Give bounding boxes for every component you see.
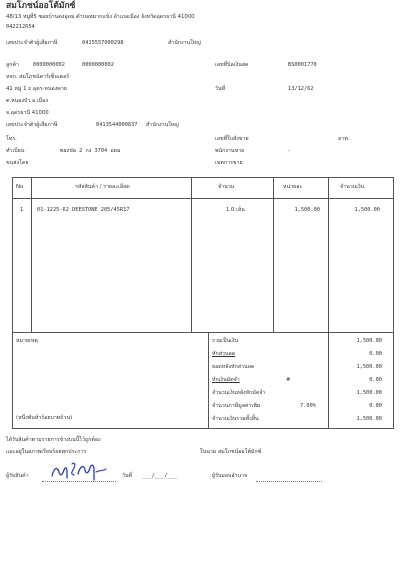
summary-total-label: จำนวนเงินรวมทั้งสิ้น [212, 416, 259, 422]
doc-date-label: วันที่ [215, 86, 226, 92]
customer-branch: สำนักงานใหญ่ [146, 122, 179, 128]
summary-discount-value: 0.00 [369, 351, 382, 357]
col-header-amount: จำนวนเงิน [340, 184, 365, 190]
doc-po-value: ลาท. [338, 136, 350, 142]
handwritten-signature [48, 458, 114, 484]
customer-phone-label: โทร. [6, 136, 17, 142]
col-header-description: รหัสสินค้า / รายละเอียด [75, 184, 130, 190]
doc-date: 13/12/62 [288, 86, 314, 92]
row-description: 01-1225-62 DEESTONE 205/45R17 [37, 207, 130, 213]
customer-address-2: ต.หนองบัว อ.เมือง [6, 98, 48, 104]
col-header-unit-price: หน่วยละ [283, 184, 303, 190]
col-header-qty: จำนวน [218, 184, 235, 190]
receive-date-blank: ___/___/___ [142, 473, 178, 479]
receiver-label: ผู้รับสินค้า [6, 473, 29, 479]
customer-address-1: 41 หมู่ 1 ถ.อุดร-หนองคาย [6, 86, 67, 92]
col-header-no: No. [16, 184, 25, 190]
signer-label: ผู้รับมอบอำนาจ [212, 473, 248, 479]
customer-tax-id: 0413544000837 [96, 122, 138, 128]
remark-label: หมายเหตุ [16, 338, 38, 344]
amount-in-words: (หนึ่งพันห้าร้อยบาทถ้วน) [16, 415, 73, 421]
company-tax-id: 0415557000298 [82, 40, 124, 46]
customer-tax-label: เลขประจำตัวผู้เสียภาษี [6, 122, 58, 128]
company-branch: สำนักงานใหญ่ [168, 40, 201, 46]
summary-subtotal-label: รวมเป็นเงิน [212, 338, 239, 344]
summary-after-discount-value: 1,500.00 [356, 364, 382, 370]
summary-after-discount-label: ยอดหลังหักส่วนลด [212, 364, 255, 370]
customer-code-2: 0000000002 [82, 62, 114, 68]
customer-name: หจก. สมโภชน์คาร์เซ็นเตอร์ [6, 74, 70, 80]
doc-number: BS0001770 [288, 62, 317, 68]
customer-car: mazda 2 กง 3704 อดม [60, 148, 121, 154]
company-tax-label: เลขประจำตัวผู้เสียภาษี [6, 40, 58, 46]
summary-after-deposit-label: จำนวนเงินหลังหักมัดจำ [212, 390, 266, 396]
received-text-2: และอยู่ในสภาพเรียบร้อยทุกประการ [6, 449, 87, 455]
company-name: สมโภชน์ออโต้มักซ์ [6, 1, 76, 11]
customer-code-1: 0000000002 [33, 62, 65, 68]
company-address: 48/13 หมู่ที่5 ซอยบ้านดงอุดม ตำบลหมากแข้ง อำเภอเมือง จังหวัดอุดรธานี 41000 [6, 14, 195, 20]
doc-sales-value: - [288, 148, 290, 154]
row-unit-price: 1,500.00 [294, 207, 320, 213]
doc-number-label: เลขที่บิลเงินสด [215, 62, 249, 68]
summary-vat-label: จำนวนภาษีมูลค่าเพิ่ม [212, 403, 261, 409]
customer-address-3: จ.อุดรธานี 41000 [6, 110, 49, 116]
row-amount: 1,500.00 [354, 207, 380, 213]
receive-date-label: วันที่ [122, 473, 133, 479]
customer-code-label: ลูกค้า [6, 62, 19, 68]
summary-after-deposit-value: 1,500.00 [356, 390, 382, 396]
doc-job-label: เขตการขาย [215, 160, 243, 166]
summary-deposit-ref: # [286, 377, 291, 383]
row-no: 1 [20, 207, 24, 213]
summary-total-value: 1,500.00 [356, 416, 382, 422]
summary-deposit-label: หักเงินมัดจำ [212, 377, 240, 383]
summary-discount-label: หักส่วนลด [212, 351, 236, 357]
received-text-1: ได้รับสินค้าตามรายการข้างบนนี้ไว้ถูกต้อง [6, 437, 101, 443]
summary-subtotal-value: 1,500.00 [356, 338, 382, 344]
summary-vat-rate: 7.00% [300, 403, 316, 409]
summary-deposit-value: 0.00 [369, 377, 382, 383]
customer-ship-label: ขนส่งโดย [6, 160, 29, 166]
company-phone: 042212654 [6, 24, 35, 30]
doc-po-label: เลขที่ใบสั่งขาย [215, 136, 249, 142]
summary-vat-value: 0.00 [369, 403, 382, 409]
on-behalf-text: ในนาม สมโภชน์ออโต้มักซ์ [200, 449, 262, 455]
doc-sales-label: พนักงานขาย [215, 148, 245, 154]
customer-car-label: ทำเบียน [6, 148, 25, 154]
row-qty: 1.0 เส้น [226, 207, 245, 213]
